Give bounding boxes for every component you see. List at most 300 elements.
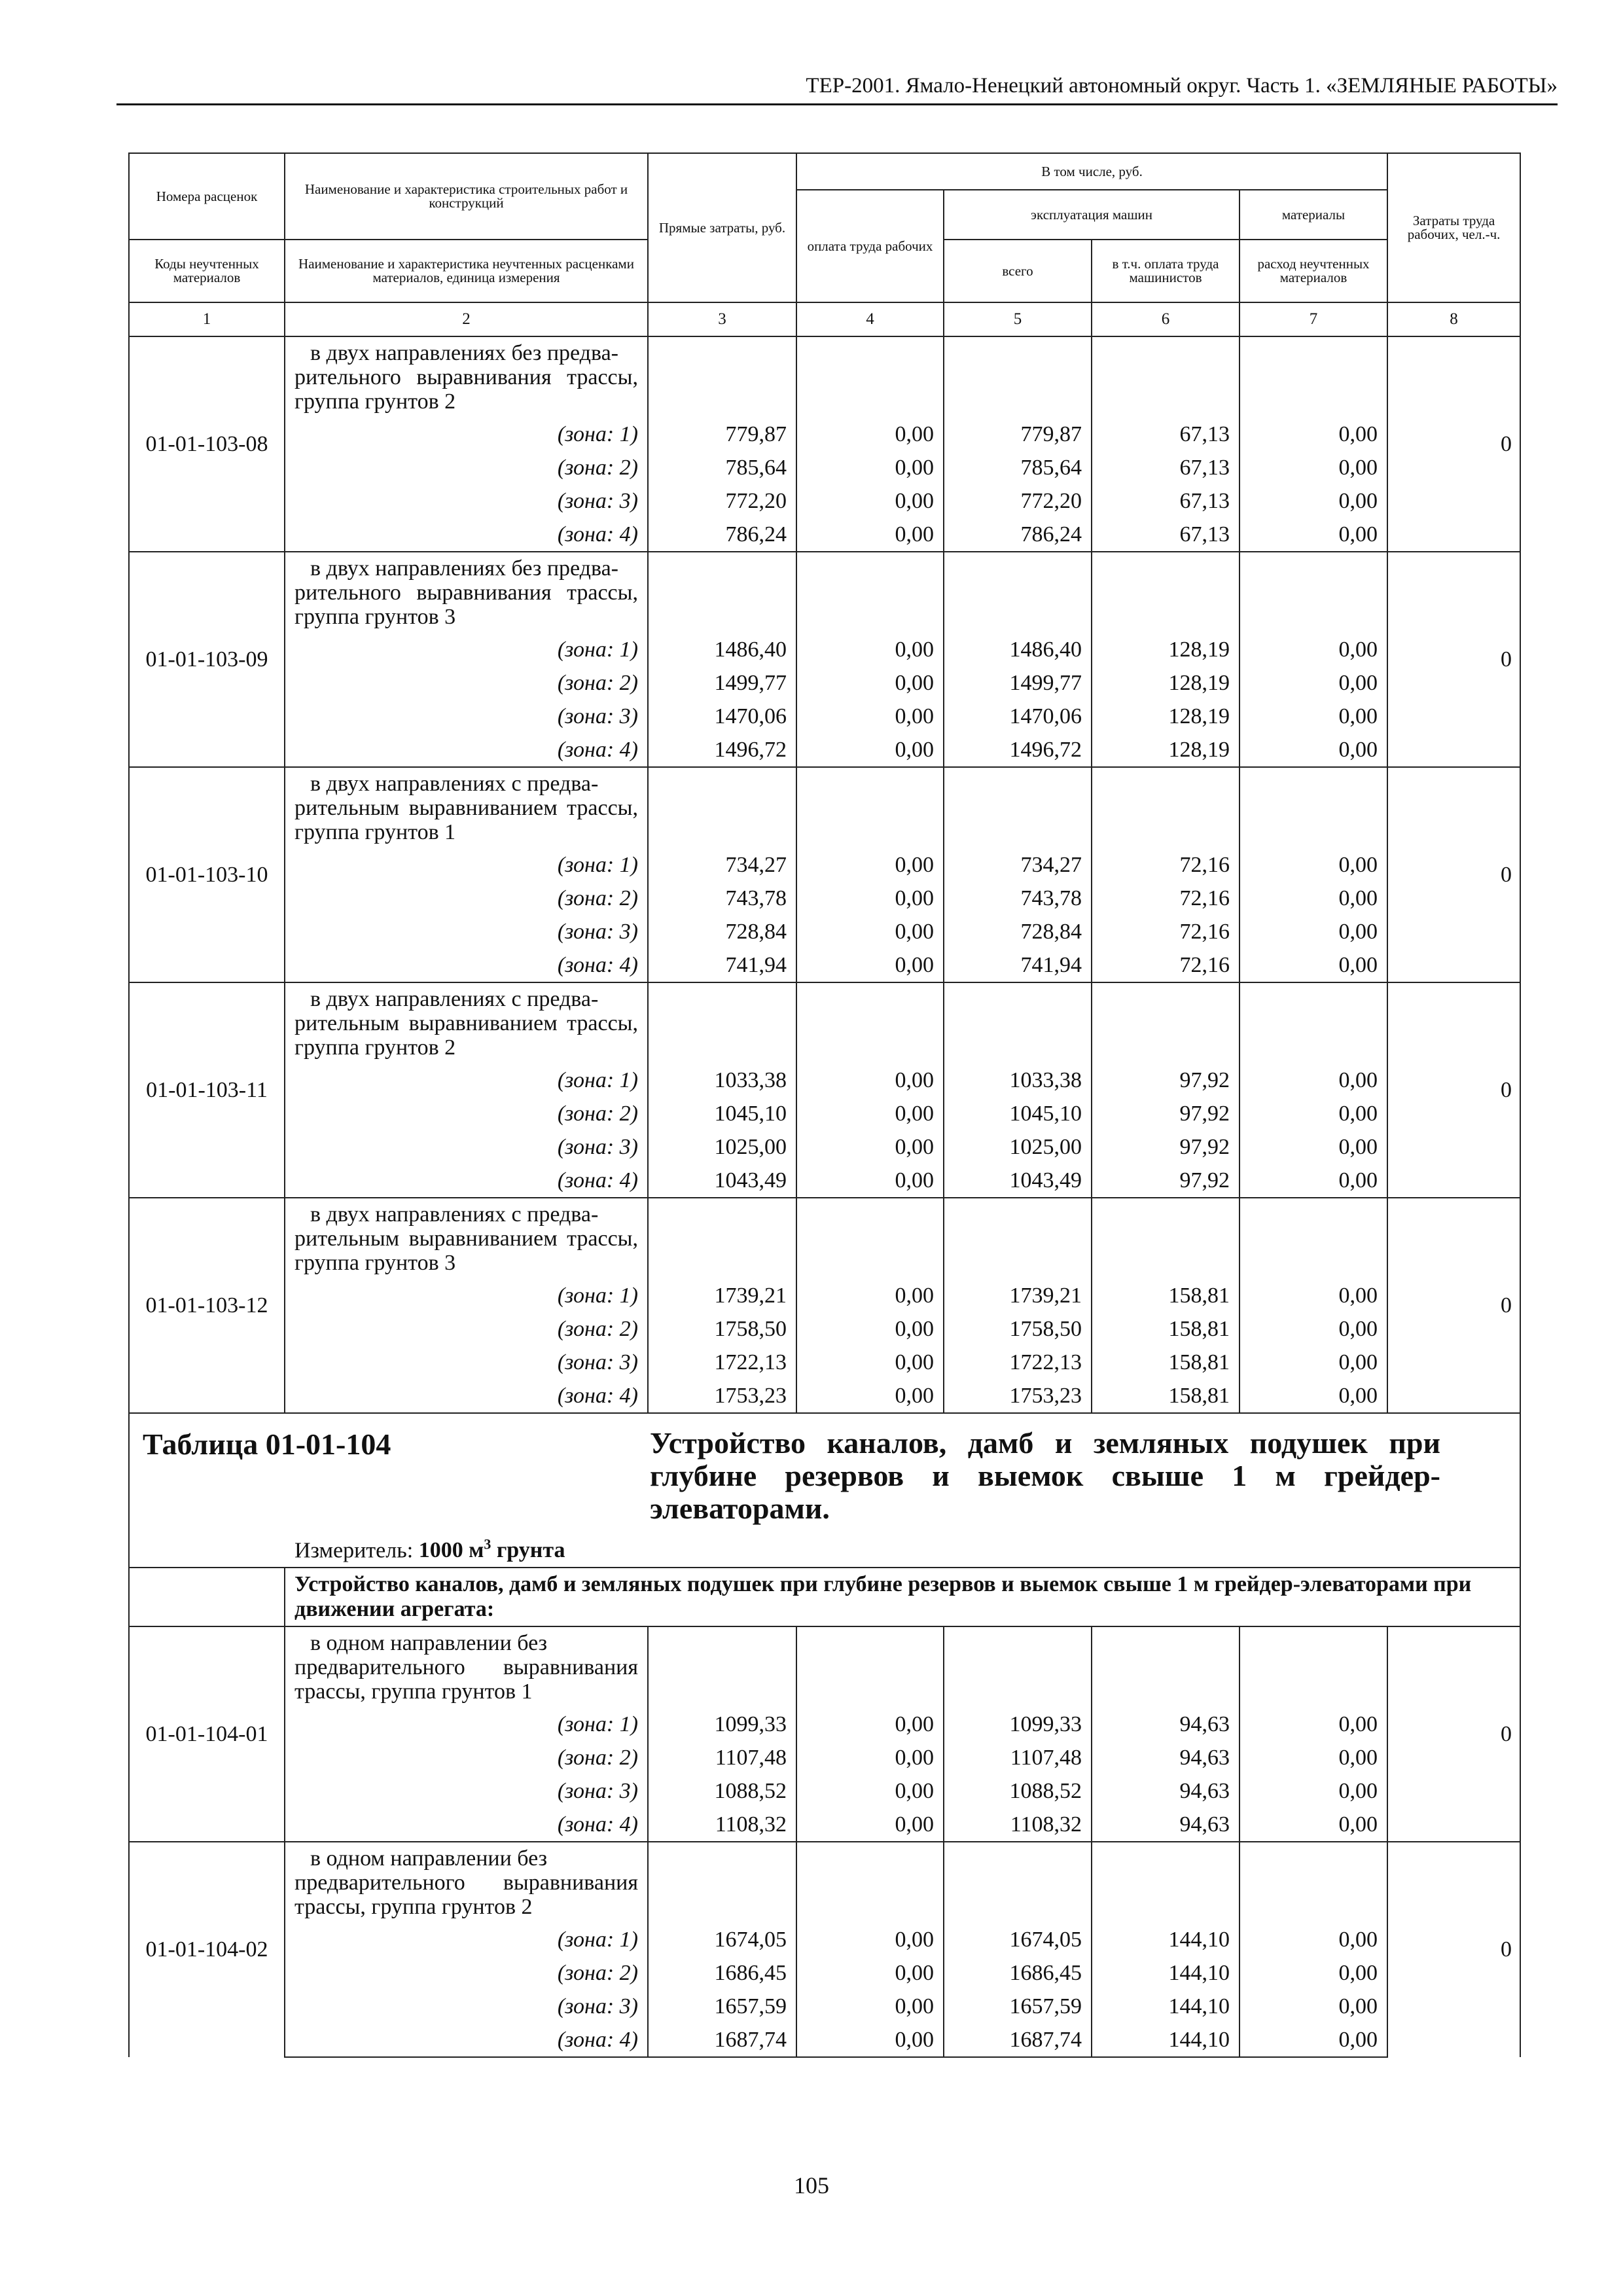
machinist-pay-value: 94,63	[1092, 1808, 1240, 1842]
running-title: ТЕР-2001. Ямало-Ненецкий автономный округ. Часть 1. «ЗЕМЛЯНЫЕ РАБОТЫ»	[806, 74, 1558, 98]
rate-row	[129, 552, 1520, 633]
labor-pay-value: 0,00	[796, 1346, 944, 1379]
zone-row	[129, 666, 1520, 700]
section-empty-cell	[129, 1568, 285, 1626]
zone-label: (зона: 3)	[285, 1346, 648, 1379]
machines-total-value: 728,84	[944, 915, 1092, 948]
direct-costs-value: 1033,38	[648, 1064, 796, 1097]
material-use-value: 0,00	[1240, 633, 1387, 666]
column-number: 6	[1092, 302, 1240, 336]
zone-row	[129, 882, 1520, 915]
material-use-value: 0,00	[1240, 1064, 1387, 1097]
machinist-pay-value: 97,92	[1092, 1097, 1240, 1130]
zone-row	[129, 848, 1520, 882]
zone-row	[129, 633, 1520, 666]
labor-pay-value: 0,00	[796, 1741, 944, 1774]
machines-total-value: 1043,49	[944, 1164, 1092, 1198]
direct-costs-value: 1674,05	[648, 1923, 796, 1956]
rate-row	[129, 767, 1520, 848]
zone-row	[129, 733, 1520, 767]
machines-total-value: 1108,32	[944, 1808, 1092, 1842]
material-use-value: 0,00	[1240, 484, 1387, 518]
material-use-value: 0,00	[1240, 948, 1387, 982]
machinist-pay-value: 72,16	[1092, 882, 1240, 915]
material-use-value: 0,00	[1240, 1097, 1387, 1130]
direct-costs-value: 1045,10	[648, 1097, 796, 1130]
machines-total-value: 1753,23	[944, 1379, 1092, 1413]
machines-total-value: 743,78	[944, 882, 1092, 915]
header-machines-total: всего	[944, 240, 1092, 302]
labor-pay-value: 0,00	[796, 518, 944, 552]
zone-row	[129, 1774, 1520, 1808]
zone-row	[129, 1097, 1520, 1130]
material-use-value: 0,00	[1240, 848, 1387, 882]
machinist-pay-value: 67,13	[1092, 484, 1240, 518]
rate-description-rest: предварительного выравнивания трассы, группа грунтов 2	[294, 1871, 638, 1919]
labor-pay-value: 0,00	[796, 1312, 944, 1346]
direct-costs-value: 1687,74	[648, 2023, 796, 2057]
empty-cell	[1240, 552, 1387, 633]
zone-label: (зона: 2)	[285, 1956, 648, 1990]
zone-row	[129, 1379, 1520, 1413]
rate-code: 01-01-103-11	[129, 982, 285, 1198]
price-table	[128, 152, 1521, 2058]
empty-cell	[1092, 1198, 1240, 1279]
rate-description-rest: рительного выравнивания трассы, группа грунтов 2	[294, 365, 638, 414]
labor-pay-value: 0,00	[796, 1923, 944, 1956]
zone-row	[129, 418, 1520, 451]
rate-code: 01-01-103-12	[129, 1198, 285, 1413]
material-use-value: 0,00	[1240, 666, 1387, 700]
labor-hours: 0	[1387, 336, 1520, 552]
zone-row	[129, 1956, 1520, 1990]
empty-cell	[1092, 552, 1240, 633]
zone-label: (зона: 1)	[285, 633, 648, 666]
material-use-value: 0,00	[1240, 882, 1387, 915]
empty-cell	[1240, 1198, 1387, 1279]
rate-description-rest: предварительного выравнивания трассы, группа грунтов 1	[294, 1655, 638, 1704]
empty-cell	[648, 552, 796, 633]
measure-unit	[418, 1535, 565, 1562]
empty-cell	[648, 1626, 796, 1708]
direct-costs-value: 1686,45	[648, 1956, 796, 1990]
direct-costs-value: 743,78	[648, 882, 796, 915]
measure-row	[129, 1525, 1520, 1568]
machinist-pay-value: 158,81	[1092, 1279, 1240, 1312]
rate-description-first-line: в одном направлении без	[310, 1846, 548, 1871]
zone-label: (зона: 4)	[285, 948, 648, 982]
direct-costs-value: 1758,50	[648, 1312, 796, 1346]
zone-label: (зона: 3)	[285, 915, 648, 948]
direct-costs-value: 1470,06	[648, 700, 796, 733]
machinist-pay-value: 97,92	[1092, 1064, 1240, 1097]
direct-costs-value: 1043,49	[648, 1164, 796, 1198]
direct-costs-value: 1486,40	[648, 633, 796, 666]
header-material-names: Наименование и характеристика неучтенных расценками материалов, единица измерения	[285, 240, 648, 302]
machines-total-value: 1486,40	[944, 633, 1092, 666]
column-number: 3	[648, 302, 796, 336]
empty-cell	[1240, 336, 1387, 418]
machines-total-value: 1657,59	[944, 1990, 1092, 2023]
material-use-value: 0,00	[1240, 1990, 1387, 2023]
labor-pay-value: 0,00	[796, 666, 944, 700]
machines-total-value: 1496,72	[944, 733, 1092, 767]
zone-label: (зона: 4)	[285, 1379, 648, 1413]
labor-pay-value: 0,00	[796, 1130, 944, 1164]
labor-pay-value: 0,00	[796, 2023, 944, 2057]
labor-pay-value: 0,00	[796, 1379, 944, 1413]
empty-cell	[796, 1626, 944, 1708]
rate-description	[285, 552, 648, 633]
material-use-value: 0,00	[1240, 1956, 1387, 1990]
table-heading: Устройство каналов, дамб и земляных подушек при глубине резервов и выемок свыше 1 м грейдер-элеваторами.	[650, 1426, 1440, 1525]
direct-costs-value: 1108,32	[648, 1808, 796, 1842]
machinist-pay-value: 158,81	[1092, 1346, 1240, 1379]
empty-cell	[944, 1198, 1092, 1279]
labor-hours: 0	[1387, 1842, 1520, 2057]
machinist-pay-value: 144,10	[1092, 1956, 1240, 1990]
zone-label: (зона: 2)	[285, 882, 648, 915]
empty-cell	[1240, 1626, 1387, 1708]
material-use-value: 0,00	[1240, 1708, 1387, 1741]
zone-label: (зона: 1)	[285, 1279, 648, 1312]
zone-row	[129, 1808, 1520, 1842]
direct-costs-value: 1657,59	[648, 1990, 796, 2023]
rate-description	[285, 1842, 648, 1923]
machinist-pay-value: 144,10	[1092, 1990, 1240, 2023]
direct-costs-value: 1025,00	[648, 1130, 796, 1164]
zone-row	[129, 518, 1520, 552]
empty-cell	[648, 1842, 796, 1923]
machines-total-value: 785,64	[944, 451, 1092, 484]
empty-cell	[648, 336, 796, 418]
labor-pay-value: 0,00	[796, 1064, 944, 1097]
header-machinist-pay: в т.ч. оплата труда машинистов	[1092, 240, 1240, 302]
labor-pay-value: 0,00	[796, 1990, 944, 2023]
zone-label: (зона: 2)	[285, 1097, 648, 1130]
machines-total-value: 1107,48	[944, 1741, 1092, 1774]
machinist-pay-value: 128,19	[1092, 633, 1240, 666]
labor-pay-value: 0,00	[796, 451, 944, 484]
labor-pay-value: 0,00	[796, 418, 944, 451]
header-material-use: расход неучтенных материалов	[1240, 240, 1387, 302]
section-row	[129, 1568, 1520, 1626]
rate-description-rest: рительным выравниванием трассы, группа грунтов 3	[294, 1227, 638, 1275]
column-number: 2	[285, 302, 648, 336]
measure-prefix: Измеритель:	[294, 1538, 414, 1562]
labor-pay-value: 0,00	[796, 1164, 944, 1198]
zone-label: (зона: 4)	[285, 2023, 648, 2057]
rate-description	[285, 767, 648, 848]
material-use-value: 0,00	[1240, 1774, 1387, 1808]
zone-row	[129, 1130, 1520, 1164]
empty-cell	[796, 767, 944, 848]
empty-cell	[796, 1198, 944, 1279]
direct-costs-value: 728,84	[648, 915, 796, 948]
machinist-pay-value: 97,92	[1092, 1130, 1240, 1164]
header-machines: эксплуатация машин	[944, 190, 1240, 240]
machines-total-value: 1739,21	[944, 1279, 1092, 1312]
labor-pay-value: 0,00	[796, 915, 944, 948]
zone-label: (зона: 2)	[285, 1312, 648, 1346]
direct-costs-value: 1753,23	[648, 1379, 796, 1413]
labor-pay-value: 0,00	[796, 484, 944, 518]
zone-label: (зона: 1)	[285, 418, 648, 451]
machinist-pay-value: 158,81	[1092, 1379, 1240, 1413]
empty-cell	[648, 767, 796, 848]
page-header	[116, 71, 1558, 105]
rate-code: 01-01-103-09	[129, 552, 285, 767]
rate-description-first-line: в двух направлениях без предва-	[310, 341, 619, 365]
material-use-value: 0,00	[1240, 1312, 1387, 1346]
labor-pay-value: 0,00	[796, 633, 944, 666]
machines-total-value: 1674,05	[944, 1923, 1092, 1956]
machinist-pay-value: 72,16	[1092, 848, 1240, 882]
empty-cell	[944, 1842, 1092, 1923]
direct-costs-value: 786,24	[648, 518, 796, 552]
zone-label: (зона: 4)	[285, 518, 648, 552]
machines-total-value: 1686,45	[944, 1956, 1092, 1990]
rate-description-rest: рительным выравниванием трассы, группа грунтов 1	[294, 796, 638, 844]
material-use-value: 0,00	[1240, 2023, 1387, 2057]
machinist-pay-value: 67,13	[1092, 518, 1240, 552]
rate-description	[285, 1198, 648, 1279]
machinist-pay-value: 97,92	[1092, 1164, 1240, 1198]
header-including: В том числе, руб.	[796, 153, 1387, 190]
zone-label: (зона: 1)	[285, 1923, 648, 1956]
labor-hours: 0	[1387, 1198, 1520, 1413]
direct-costs-value: 785,64	[648, 451, 796, 484]
empty-cell	[1240, 982, 1387, 1064]
zone-row	[129, 1346, 1520, 1379]
empty-cell	[796, 336, 944, 418]
labor-hours: 0	[1387, 552, 1520, 767]
zone-row	[129, 915, 1520, 948]
machinist-pay-value: 128,19	[1092, 666, 1240, 700]
zone-label: (зона: 4)	[285, 1808, 648, 1842]
rate-code: 01-01-104-01	[129, 1626, 285, 1842]
empty-cell	[944, 982, 1092, 1064]
zone-label: (зона: 1)	[285, 848, 648, 882]
zone-row	[129, 948, 1520, 982]
zone-label: (зона: 3)	[285, 1774, 648, 1808]
zone-label: (зона: 2)	[285, 1741, 648, 1774]
measure-suffix: грунта	[496, 1538, 565, 1562]
labor-pay-value: 0,00	[796, 948, 944, 982]
machinist-pay-value: 144,10	[1092, 2023, 1240, 2057]
material-use-value: 0,00	[1240, 733, 1387, 767]
zone-label: (зона: 2)	[285, 451, 648, 484]
empty-cell	[944, 1626, 1092, 1708]
empty-cell	[944, 552, 1092, 633]
material-use-value: 0,00	[1240, 1130, 1387, 1164]
rate-description-first-line: в одном направлении без	[310, 1631, 548, 1655]
zone-row	[129, 451, 1520, 484]
zone-label: (зона: 3)	[285, 484, 648, 518]
material-use-value: 0,00	[1240, 1164, 1387, 1198]
material-use-value: 0,00	[1240, 1279, 1387, 1312]
rate-row	[129, 1198, 1520, 1279]
empty-cell	[1092, 1626, 1240, 1708]
machinist-pay-value: 67,13	[1092, 418, 1240, 451]
direct-costs-value: 1099,33	[648, 1708, 796, 1741]
rate-row	[129, 336, 1520, 418]
zone-row	[129, 1923, 1520, 1956]
material-use-value: 0,00	[1240, 915, 1387, 948]
labor-hours: 0	[1387, 1626, 1520, 1842]
zone-row	[129, 1064, 1520, 1097]
material-use-value: 0,00	[1240, 1923, 1387, 1956]
header-direct-costs: Прямые затраты, руб.	[648, 153, 796, 302]
machines-total-value: 741,94	[944, 948, 1092, 982]
material-use-value: 0,00	[1240, 518, 1387, 552]
zone-label: (зона: 3)	[285, 700, 648, 733]
zone-row	[129, 1164, 1520, 1198]
header-material-codes: Коды неучтенных материалов	[129, 240, 285, 302]
direct-costs-value: 1722,13	[648, 1346, 796, 1379]
direct-costs-value: 1088,52	[648, 1774, 796, 1808]
measure-cell	[129, 1525, 1520, 1568]
material-use-value: 0,00	[1240, 1346, 1387, 1379]
machines-total-value: 1088,52	[944, 1774, 1092, 1808]
zone-row	[129, 2023, 1520, 2057]
zone-row	[129, 1279, 1520, 1312]
empty-cell	[1092, 1842, 1240, 1923]
empty-cell	[796, 982, 944, 1064]
header-names: Наименование и характеристика строительных работ и конструкций	[285, 153, 648, 240]
rate-description-rest: рительного выравнивания трассы, группа грунтов 3	[294, 581, 638, 629]
labor-pay-value: 0,00	[796, 1808, 944, 1842]
zone-label: (зона: 1)	[285, 1064, 648, 1097]
table-title-row	[129, 1413, 1520, 1525]
rate-row	[129, 1626, 1520, 1708]
rate-code: 01-01-103-08	[129, 336, 285, 552]
empty-cell	[648, 982, 796, 1064]
machinist-pay-value: 72,16	[1092, 915, 1240, 948]
zone-label: (зона: 4)	[285, 733, 648, 767]
empty-cell	[944, 336, 1092, 418]
direct-costs-value: 734,27	[648, 848, 796, 882]
material-use-value: 0,00	[1240, 418, 1387, 451]
rate-code: 01-01-103-10	[129, 767, 285, 982]
section-heading: Устройство каналов, дамб и земляных подушек при глубине резервов и выемок свыше 1 м грейдер-элеваторами при движении агрегата:	[285, 1568, 1520, 1626]
machinist-pay-value: 72,16	[1092, 948, 1240, 982]
labor-hours: 0	[1387, 982, 1520, 1198]
zone-row	[129, 484, 1520, 518]
direct-costs-value: 772,20	[648, 484, 796, 518]
material-use-value: 0,00	[1240, 700, 1387, 733]
machinist-pay-value: 94,63	[1092, 1774, 1240, 1808]
machines-total-value: 1499,77	[944, 666, 1092, 700]
machinist-pay-value: 158,81	[1092, 1312, 1240, 1346]
machinist-pay-value: 67,13	[1092, 451, 1240, 484]
machines-total-value: 1099,33	[944, 1708, 1092, 1741]
machines-total-value: 772,20	[944, 484, 1092, 518]
header-materials: материалы	[1240, 190, 1387, 240]
machinist-pay-value: 128,19	[1092, 733, 1240, 767]
direct-costs-value: 1739,21	[648, 1279, 796, 1312]
material-use-value: 0,00	[1240, 1379, 1387, 1413]
zone-row	[129, 1990, 1520, 2023]
measure-superscript: 3	[484, 1535, 491, 1552]
labor-pay-value: 0,00	[796, 1097, 944, 1130]
material-use-value: 0,00	[1240, 451, 1387, 484]
empty-cell	[796, 1842, 944, 1923]
zone-row	[129, 1312, 1520, 1346]
header-labor-hours: Затраты труда рабочих, чел.-ч.	[1387, 153, 1520, 302]
machines-total-value: 734,27	[944, 848, 1092, 882]
column-number: 5	[944, 302, 1092, 336]
table-title-cell	[129, 1413, 1520, 1525]
machines-total-value: 1045,10	[944, 1097, 1092, 1130]
empty-cell	[1092, 767, 1240, 848]
labor-pay-value: 0,00	[796, 848, 944, 882]
zone-row	[129, 1708, 1520, 1741]
labor-pay-value: 0,00	[796, 1708, 944, 1741]
rate-description	[285, 982, 648, 1064]
machinist-pay-value: 94,63	[1092, 1741, 1240, 1774]
rate-description-rest: рительным выравниванием трассы, группа грунтов 2	[294, 1011, 638, 1060]
direct-costs-value: 779,87	[648, 418, 796, 451]
machines-total-value: 1758,50	[944, 1312, 1092, 1346]
zone-label: (зона: 3)	[285, 1990, 648, 2023]
zone-label: (зона: 4)	[285, 1164, 648, 1198]
machines-total-value: 1687,74	[944, 2023, 1092, 2057]
machinist-pay-value: 144,10	[1092, 1923, 1240, 1956]
column-number: 8	[1387, 302, 1520, 336]
rate-description	[285, 336, 648, 418]
labor-pay-value: 0,00	[796, 733, 944, 767]
direct-costs-value: 1496,72	[648, 733, 796, 767]
machines-total-value: 779,87	[944, 418, 1092, 451]
zone-label: (зона: 3)	[285, 1130, 648, 1164]
rate-description-first-line: в двух направлениях с предва-	[310, 772, 599, 796]
machines-total-value: 786,24	[944, 518, 1092, 552]
machinist-pay-value: 94,63	[1092, 1708, 1240, 1741]
direct-costs-value: 741,94	[648, 948, 796, 982]
column-numbers-row	[129, 302, 1520, 336]
rate-row	[129, 982, 1520, 1064]
empty-cell	[1240, 1842, 1387, 1923]
empty-cell	[648, 1198, 796, 1279]
header-labor-pay: оплата труда рабочих	[796, 190, 944, 302]
empty-cell	[1092, 336, 1240, 418]
empty-cell	[1092, 982, 1240, 1064]
rate-description-first-line: в двух направлениях без предва-	[310, 556, 619, 581]
empty-cell	[796, 552, 944, 633]
page-number: 105	[794, 2172, 829, 2198]
labor-pay-value: 0,00	[796, 700, 944, 733]
column-number: 7	[1240, 302, 1387, 336]
machinist-pay-value: 128,19	[1092, 700, 1240, 733]
rate-row	[129, 1842, 1520, 1923]
labor-pay-value: 0,00	[796, 882, 944, 915]
empty-cell	[944, 767, 1092, 848]
machines-total-value: 1722,13	[944, 1346, 1092, 1379]
zone-row	[129, 700, 1520, 733]
direct-costs-value: 1107,48	[648, 1741, 796, 1774]
measure-value: 1000 м	[418, 1538, 484, 1562]
labor-pay-value: 0,00	[796, 1956, 944, 1990]
machines-total-value: 1470,06	[944, 700, 1092, 733]
material-use-value: 0,00	[1240, 1808, 1387, 1842]
labor-pay-value: 0,00	[796, 1279, 944, 1312]
labor-hours: 0	[1387, 767, 1520, 982]
table-label: Таблица 01-01-104	[143, 1427, 391, 1461]
empty-cell	[1240, 767, 1387, 848]
rate-code: 01-01-104-02	[129, 1842, 285, 2057]
zone-label: (зона: 1)	[285, 1708, 648, 1741]
